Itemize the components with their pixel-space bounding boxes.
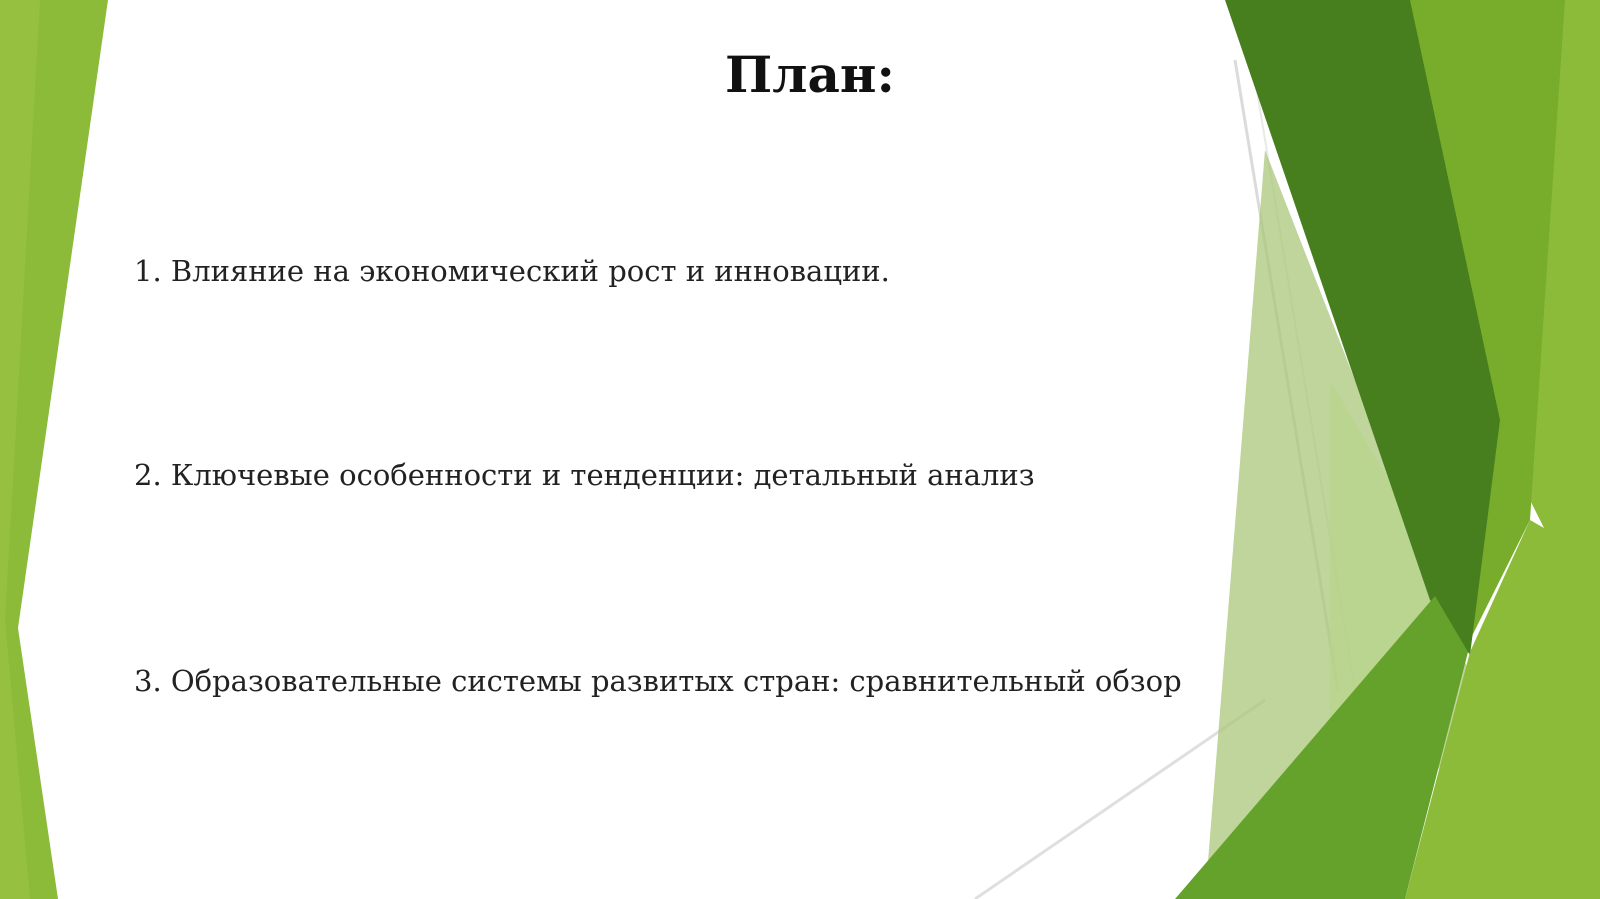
plan-item-1: 1. Влияние на экономический рост и инновации. bbox=[134, 254, 890, 288]
plan-item-2: 2. Ключевые особенности и тенденции: детальный анализ bbox=[134, 458, 1035, 492]
plan-item-3: 3. Образовательные системы развитых стран: сравнительный обзор bbox=[134, 664, 1182, 698]
slide-title: План: bbox=[725, 45, 895, 104]
